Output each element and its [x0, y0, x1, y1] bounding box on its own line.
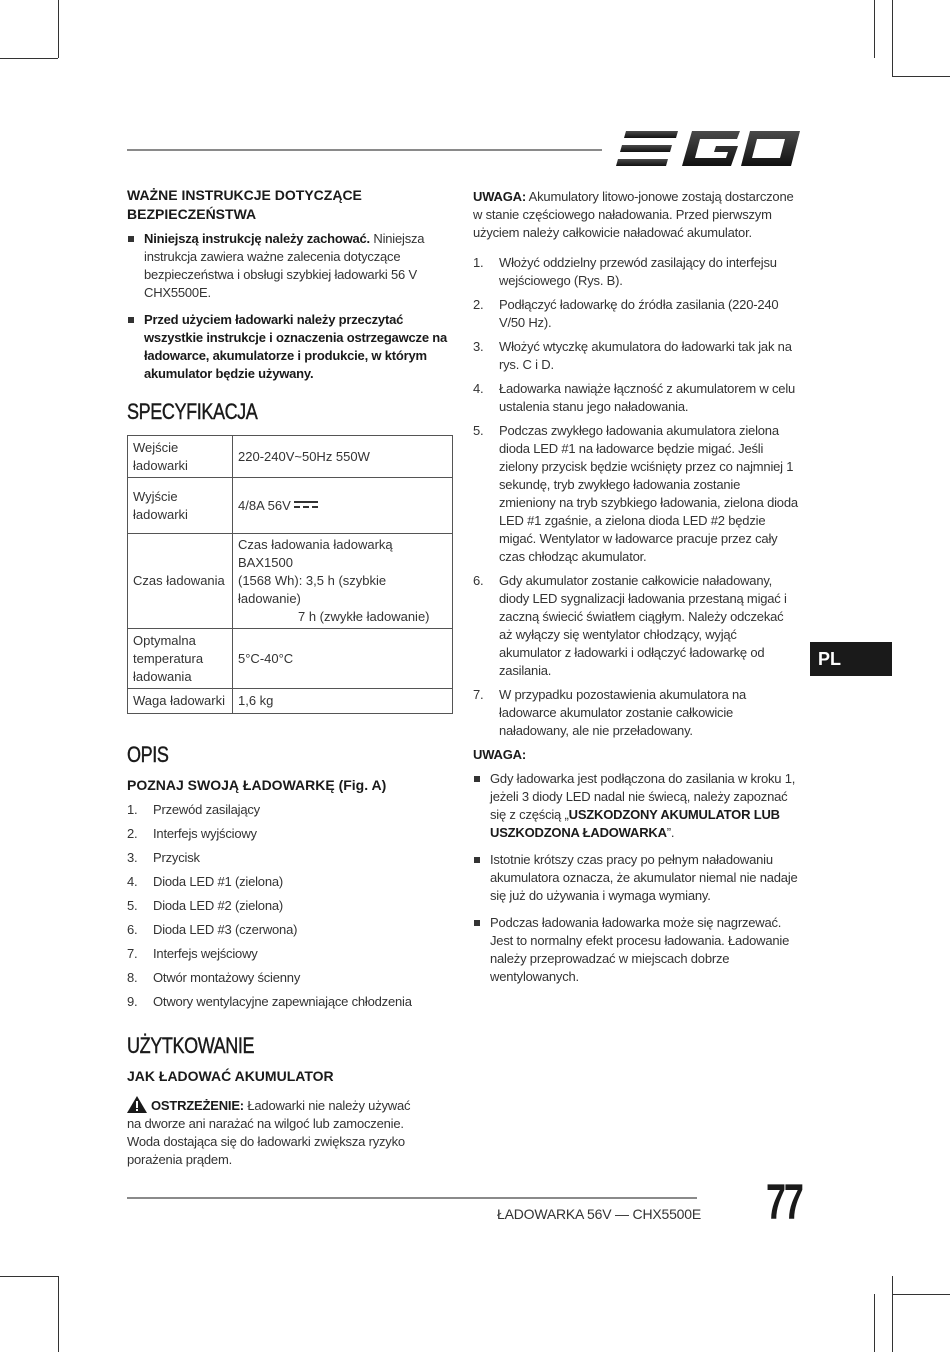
spec-value-cell [233, 478, 453, 534]
spec-value-line: 7 h (zwykłe ładowanie) [298, 609, 430, 624]
list-item: 7. W przypadku pozostawienia akumulatora na ładowarce akumulator zostanie całkowicie naładowany, ale nie przeładowany. [473, 687, 747, 738]
usage-heading: UŻYTKOWANIE [127, 1033, 255, 1058]
crop-mark [58, 1276, 59, 1352]
list-item: 6. Gdy akumulator zostanie całkowicie naładowany, diody LED sygnalizacji ładowania przestaną migać i zaczną świecić światłem ciągłym. Należy odczekać aż wyłączy się wentylator chłodzący, wyjąć akumulator z ładowarki i odłączyć ładowarkę od zasilania. [473, 573, 787, 678]
list-item: 1. Włożyć oddzielny przewód zasilający do interfejsu wejściowego (Rys. B). [473, 255, 777, 288]
header-rule [127, 149, 602, 151]
list-item: 4. Dioda LED #1 (zielona) [127, 874, 284, 889]
list-item: 2. Interfejs wyjściowy [127, 826, 257, 841]
list-item: Niniejszą instrukcję należy zachować. Niniejsza instrukcja zawiera ważne zalecenia dotyczące bezpieczeństwa i obsługi szybkiej ładowarki 56 V CHX5500E. [127, 230, 457, 302]
note2-bullet-list [473, 770, 798, 986]
spec-value: 5°C-40°C [233, 629, 453, 689]
list-item: Istotnie krótszy czas pracy po pełnym naładowaniu akumulatora oznacza, że akumulator niemal nie nadaje się już do używania i wymaga wymiany. [473, 851, 798, 905]
warning-triangle-icon [127, 1096, 147, 1113]
spec-key: Wejście ładowarki [128, 436, 233, 478]
spec-key: Czas ładowania [128, 534, 233, 629]
list-item: 9. Otwory wentylacyjne zapewniające chłodzenia [127, 994, 412, 1009]
crop-mark [0, 58, 58, 59]
spec-value-cell [233, 534, 453, 629]
ego-logo [616, 128, 800, 170]
note-paragraph [473, 188, 798, 242]
crop-mark [892, 1276, 893, 1352]
crop-mark [892, 76, 950, 77]
spec-key: Optymalna temperatura ładowania [128, 629, 233, 689]
list-item: 4. Ładowarka nawiąże łączność z akumulatorem w celu ustalenia stanu jego naładowania. [473, 381, 796, 414]
list-item: Podczas ładowania ładowarka może się nagrzewać. Jest to normalny efekt procesu ładowania. Ładowanie należy przeprowadzać w miejscach dobrze wentylowanych. [473, 914, 798, 986]
spec-value-line: Czas ładowania ładowarką BAX1500 [238, 537, 393, 570]
how-to-charge-heading: JAK ŁADOWAĆ AKUMULATOR [127, 1068, 334, 1084]
table-row [128, 436, 453, 478]
spec-key: Waga ładowarki [128, 689, 233, 714]
warning-paragraph [127, 1096, 427, 1169]
language-tab: PL [810, 642, 892, 676]
crop-mark [892, 0, 893, 76]
right-column [473, 188, 798, 995]
crop-mark [58, 0, 59, 58]
table-row [128, 478, 453, 534]
list-item: 3. Włożyć wtyczkę akumulatora do ładowarki tak jak na rys. C i D. [473, 339, 792, 372]
crop-mark [874, 1294, 875, 1352]
spec-value-line: (1568 Wh): 3,5 h (szybkie ładowanie) [238, 573, 387, 606]
safety-bullet-list [127, 230, 457, 383]
footer-rule [127, 1197, 697, 1199]
list-item: 1. Przewód zasilający [127, 802, 260, 817]
table-row [128, 629, 453, 689]
spec-value: 220-240V~50Hz 550W [233, 436, 453, 478]
note-text: Akumulatory litowo-jonowe zostają dostarczone w stanie częściowego naładowania. Przed pierwszym użyciem należy całkowicie naładować akumulator. [473, 189, 794, 240]
list-item: Gdy ładowarka jest podłączona do zasilania w kroku 1, jeżeli 3 diody LED nadal nie świecą, należy zapoznać się z częścią „USZKODZONY AKUMULATOR LUB USZKODZONA ŁADOWARKA”. [473, 770, 798, 842]
table-row [128, 689, 453, 714]
dc-symbol-icon [294, 500, 318, 510]
list-item: 5. Podczas zwykłego ładowania akumulatora zielona dioda LED #1 na ładowarce będzie migać. Jeśli zielony przycisk będzie wciśnięty przez co najmniej 1 sekundę, tryb zwykłego ładowania zostanie zmieniony na tryb szybkiego ładowania, zielona dioda LED #1 zgaśnie, a zielona dioda LED #2 będzie migać. Wentylator w ładowarce pracuje przez cały czas chłodząc akumulator. [473, 423, 798, 564]
spec-value: 1,6 kg [233, 689, 453, 714]
warning-text: Ładowarki nie należy używać na dworze ani narażać na wilgoć lub zamoczenie. Woda dostająca się do ładowarki zwiększa ryzyko porażenia prądem. [127, 1098, 411, 1167]
footer-title: ŁADOWARKA 56V — CHX5500E [497, 1206, 701, 1222]
charging-steps-list [473, 254, 798, 740]
know-your-charger-heading: POZNAJ SWOJĄ ŁADOWARKĘ (Fig. A) [127, 777, 387, 793]
spec-value: 4/8A 56V [238, 497, 291, 513]
note2-label: UWAGA: [473, 747, 526, 762]
note-label: UWAGA: [473, 189, 526, 204]
list-item: 2. Podłączyć ładowarkę do źródła zasilania (220-240 V/50 Hz). [473, 297, 779, 330]
spec-key: Wyjście ładowarki [128, 478, 233, 534]
table-row [128, 534, 453, 629]
crop-mark [874, 0, 875, 58]
crop-mark [0, 1276, 58, 1277]
important-instructions-heading: WAŻNE INSTRUKCJE DOTYCZĄCE BEZPIECZEŃSTWA [127, 187, 362, 222]
description-heading: OPIS [127, 742, 169, 767]
page-number: 77 [766, 1174, 802, 1230]
list-item: 7. Interfejs wejściowy [127, 946, 258, 961]
list-item: Przed użyciem ładowarki należy przeczytać wszystkie instrukcje i oznaczenia ostrzegawcze na ładowarce, akumulatorze i produkcie, w którym akumulator będzie używany. [127, 311, 457, 383]
specification-table [127, 435, 453, 714]
parts-list [127, 801, 457, 1011]
warning-label: OSTRZEŻENIE: [151, 1098, 244, 1113]
list-item: 6. Dioda LED #3 (czerwona) [127, 922, 298, 937]
left-column [127, 186, 457, 1169]
list-item: 8. Otwór montażowy ścienny [127, 970, 301, 985]
specification-heading: SPECYFIKACJA [127, 399, 258, 424]
list-item: 3. Przycisk [127, 850, 200, 865]
crop-mark [892, 1294, 950, 1295]
list-item: 5. Dioda LED #2 (zielona) [127, 898, 284, 913]
